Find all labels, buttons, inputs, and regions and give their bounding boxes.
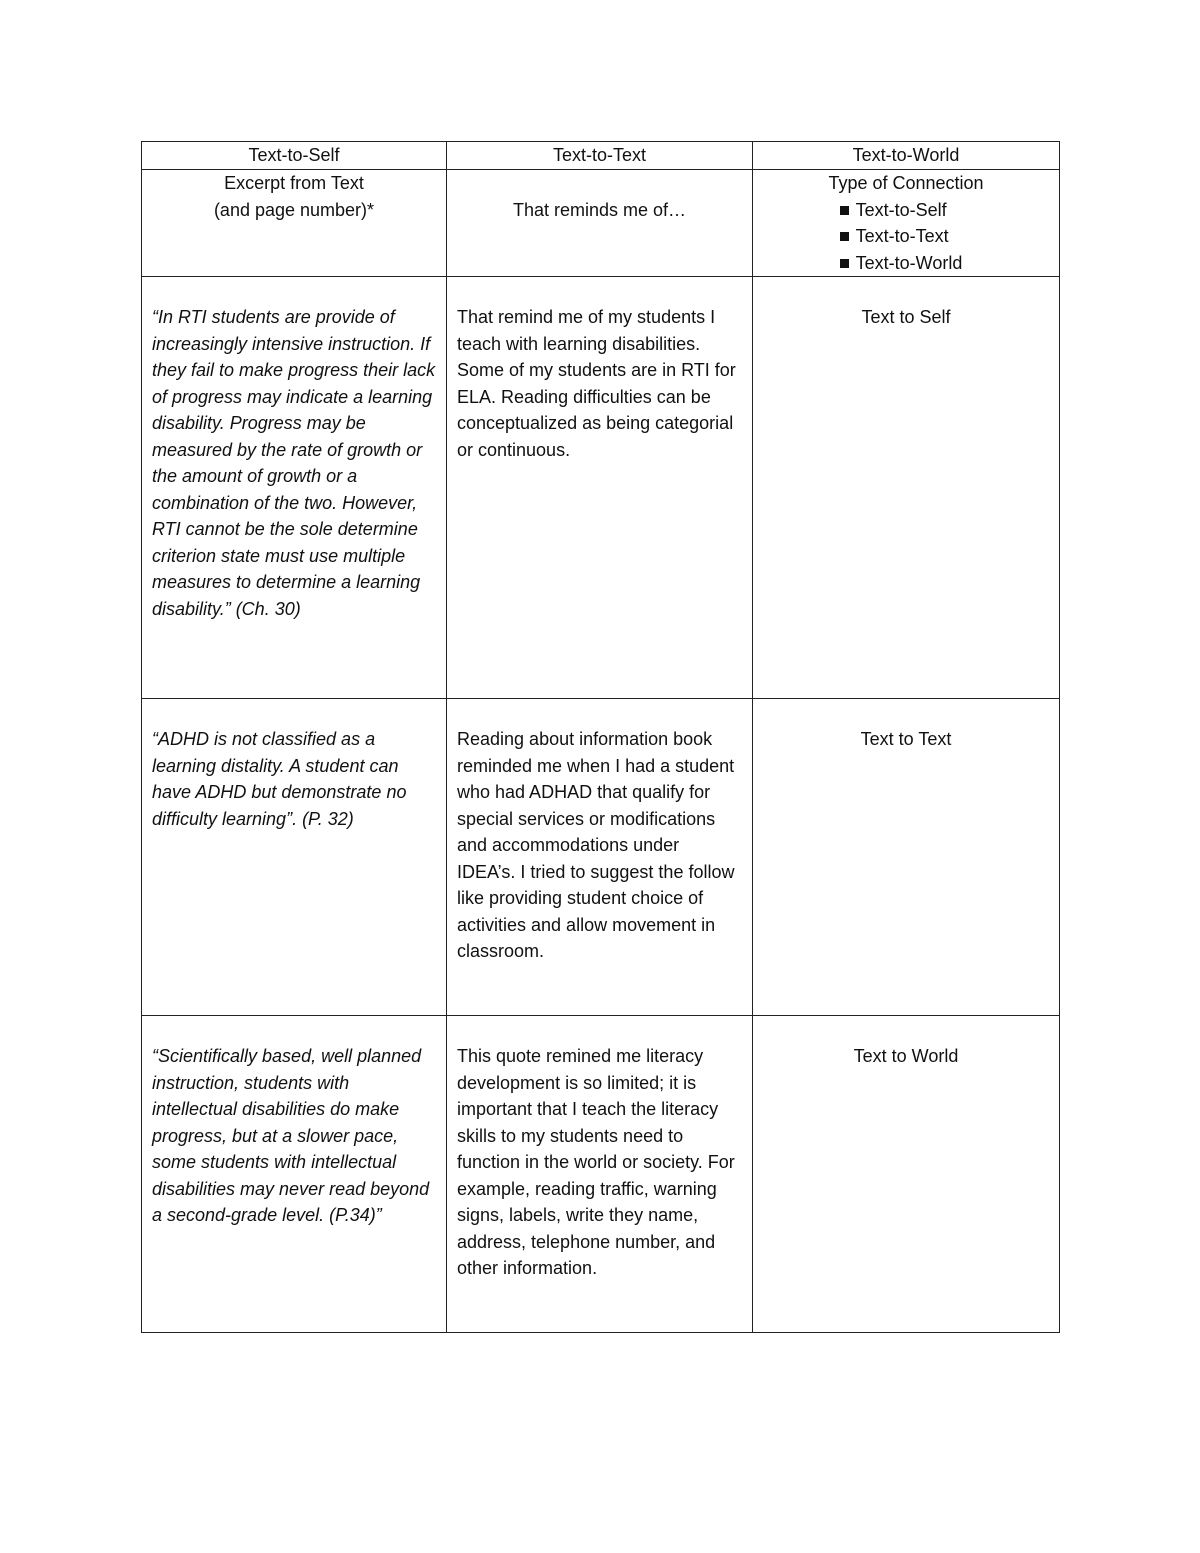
subheader-row	[142, 170, 1060, 277]
connection-option: Text-to-Self	[840, 197, 963, 224]
table-row	[142, 277, 1060, 699]
connection-type-label: Type of Connection	[828, 173, 984, 193]
connection-text: Text to World	[853, 1046, 959, 1066]
reminds-text: This quote remined me literacy development is so limited; it is important that I teach the literacy skills to my students need to function in the world or society. For example, reading traffic, warning signs, labels, write they name, address, telephone number, and other information.	[457, 1046, 735, 1278]
reminds-text: Reading about information book reminded me when I had a student who had ADHAD that qualify for special services or modifications and accommodations under IDEA’s. I tried to suggest the follow like providing student choice of activities and allow movement in classroom.	[457, 729, 735, 961]
subheader-reminds-cell	[447, 170, 753, 277]
connections-table	[141, 141, 1060, 1333]
header-text-to-text: Text-to-Text	[447, 142, 753, 170]
square-bullet-icon	[840, 206, 849, 215]
excerpt-label: Excerpt from Text	[224, 173, 364, 193]
connection-text: Text to Text	[860, 729, 952, 749]
connection-text: Text to Self	[861, 307, 951, 327]
excerpt-text: “In RTI students are provide of increasingly intensive instruction. If they fail to make progress their lack of progress may indicate a learning disability. Progress may be measured by the rate of growth or the amount of growth or a combination of the two. However, RTI cannot be the sole determine criterion state must use multiple measures to determine a learning disability.” (Ch. 30)	[152, 307, 436, 619]
square-bullet-icon	[840, 232, 849, 241]
connection-option: Text-to-Text	[840, 223, 963, 250]
reminds-label: That reminds me of…	[512, 199, 687, 220]
header-row	[142, 142, 1060, 170]
connection-option: Text-to-World	[840, 250, 963, 277]
reminds-text: That remind me of my students I teach with learning disabilities. Some of my students are in RTI for ELA. Reading difficulties can be conceptualized as being categorial or continuous.	[457, 307, 736, 460]
page-number-label: (and page number)*	[213, 199, 375, 220]
square-bullet-icon	[840, 259, 849, 268]
subheader-excerpt-cell	[142, 170, 447, 277]
header-text-to-self: Text-to-Self	[142, 142, 447, 170]
subheader-connection-cell	[753, 170, 1060, 277]
excerpt-text: “ADHD is not classified as a learning distality. A student can have ADHD but demonstrate no difficulty learning”. (P. 32)	[152, 729, 407, 829]
table-row	[142, 1016, 1060, 1333]
header-text-to-world: Text-to-World	[753, 142, 1060, 170]
table-row	[142, 699, 1060, 1016]
excerpt-text: “Scientifically based, well planned instruction, students with intellectual disabilities do make progress, but at a slower pace, some students with intellectual disabilities may never read beyond a second-grade level. (P.34)”	[152, 1046, 430, 1225]
connection-type-list	[840, 197, 963, 277]
